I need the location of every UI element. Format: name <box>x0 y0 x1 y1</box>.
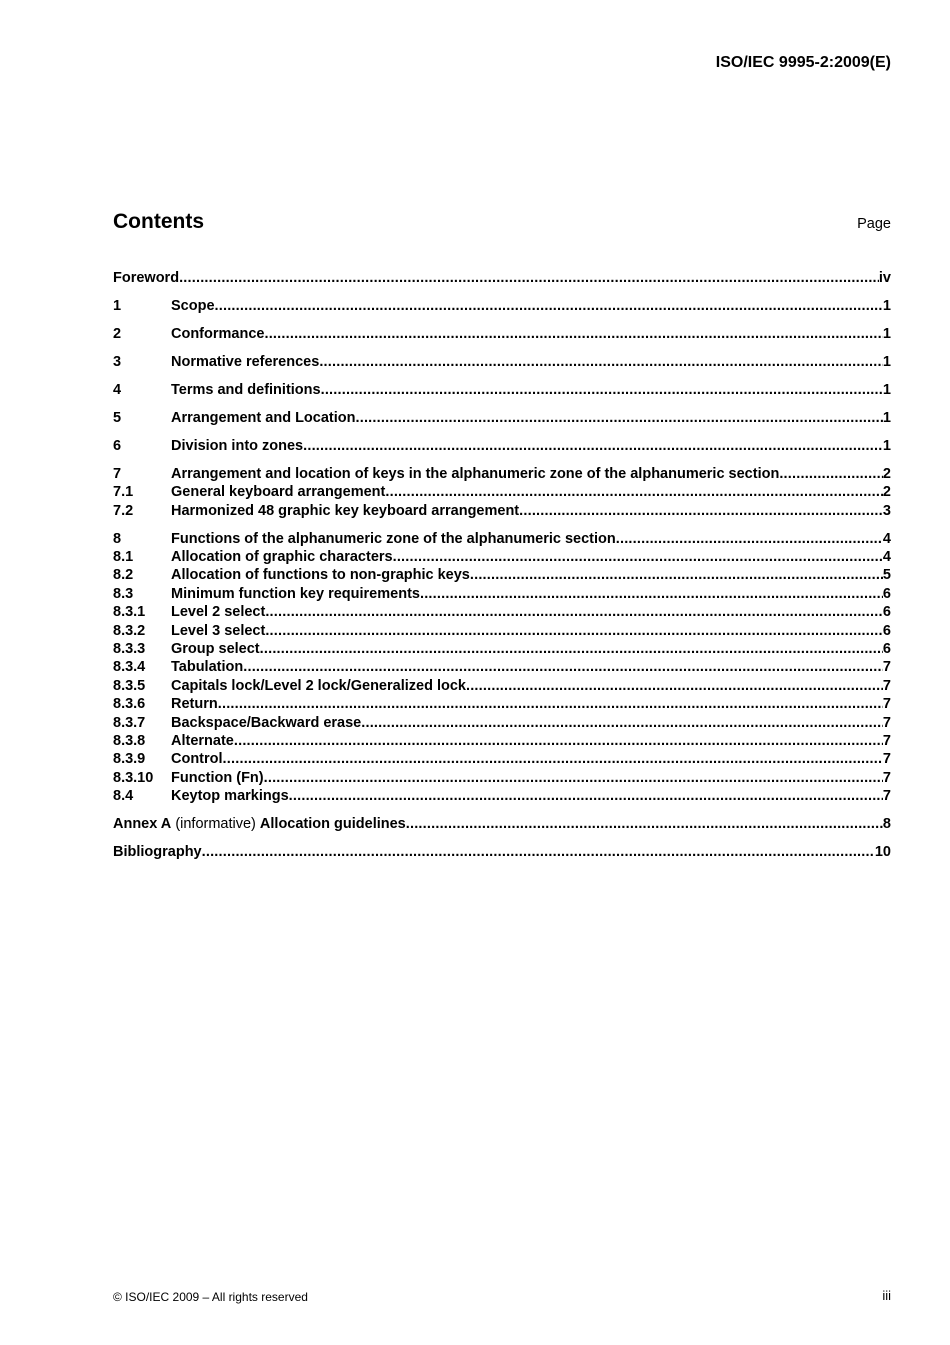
toc-dot-leader <box>215 297 883 315</box>
toc-entry[interactable] <box>113 714 891 732</box>
toc-entry-page: 1 <box>882 437 891 454</box>
toc-entry-title <box>171 297 215 315</box>
toc-entry-title-text: General keyboard arrangement <box>171 484 386 501</box>
toc-entry-title-text: Control <box>171 751 223 768</box>
toc-entry-page: 6 <box>882 604 891 621</box>
toc-entry-title <box>171 640 260 658</box>
toc-entry-number: 8.3.6 <box>113 696 146 713</box>
toc-entry-page: 4 <box>882 549 891 566</box>
toc-dot-leader <box>243 658 883 676</box>
toc-entry-number: 3 <box>113 353 122 370</box>
toc-entry-number: 1 <box>113 297 122 314</box>
toc-entry-number: 8.3.1 <box>113 604 146 621</box>
toc-entry[interactable] <box>113 815 891 833</box>
toc-entry-title <box>113 815 406 833</box>
toc-entry[interactable] <box>113 437 891 455</box>
toc-entry-number: 8.3.9 <box>113 751 146 768</box>
toc-entry-title-text: Group select <box>171 641 260 657</box>
toc-dot-leader <box>265 603 883 621</box>
toc-entry-title <box>171 658 243 676</box>
toc-entry-title-text: Function (Fn) <box>171 769 264 786</box>
toc-dot-leader <box>321 381 883 399</box>
toc-entry-title <box>171 787 289 805</box>
toc-entry-page: 3 <box>882 502 891 519</box>
toc-entry-number: 8.3.10 <box>113 769 154 786</box>
toc-entry-title <box>171 750 223 768</box>
toc-entry-page: 6 <box>882 585 891 602</box>
toc-entry[interactable] <box>113 353 891 371</box>
toc-entry-page: 8 <box>882 816 891 833</box>
toc-entry[interactable] <box>113 603 891 621</box>
toc-entry-title <box>171 695 218 713</box>
toc-entry[interactable] <box>113 502 891 520</box>
toc-entry-title-text: Scope <box>171 297 215 314</box>
toc-entry-page: 7 <box>882 696 891 713</box>
toc-entry-title <box>171 585 420 603</box>
toc-entry-title <box>171 483 385 501</box>
toc-entry-title-text: Capitals lock/Level 2 lock/Generalized lock <box>171 677 466 694</box>
toc-entry-page: 1 <box>882 353 891 370</box>
toc-entry-number: 8.3.4 <box>113 659 146 676</box>
toc-entry-title-text: Level 3 select <box>171 622 266 639</box>
toc-entry-title <box>171 732 234 750</box>
toc-entry-page: 2 <box>882 465 891 482</box>
toc-dot-leader <box>616 530 883 548</box>
toc-entry-number: 8.4 <box>113 788 134 805</box>
toc-entry-title-text: Harmonized 48 graphic key keyboard arrangement <box>171 502 520 519</box>
toc-entry[interactable] <box>113 732 891 750</box>
contents-heading-row <box>113 210 891 234</box>
toc-entry-title <box>171 677 466 695</box>
bibliography-title: Bibliography <box>113 844 202 861</box>
toc-entry-title-text: Terms and definitions <box>171 381 321 398</box>
toc-dot-leader <box>223 750 883 768</box>
toc-entry[interactable] <box>113 566 891 584</box>
toc-entry[interactable] <box>113 269 891 287</box>
toc-entry-page: 7 <box>882 714 891 731</box>
toc-entry[interactable] <box>113 750 891 768</box>
toc-entry-title <box>171 566 470 584</box>
toc-entry-number: 5 <box>113 409 122 426</box>
annex-qualifier: (informative) <box>175 816 256 833</box>
toc-entry-title-text: Alternate <box>171 732 234 749</box>
toc-entry-page: 2 <box>882 484 891 501</box>
toc-entry-title-text: Normative references <box>171 353 320 370</box>
toc-entry-page: 6 <box>882 641 891 657</box>
toc-entry-page: 4 <box>882 530 891 547</box>
toc-entry-number: 2 <box>113 325 122 342</box>
toc-entry-page: 7 <box>882 732 891 749</box>
toc-entry-title <box>171 603 265 621</box>
toc-entry-page: 1 <box>882 409 891 426</box>
toc-entry-title <box>171 502 519 520</box>
annex-title: Allocation guidelines <box>259 816 406 833</box>
toc-entry-title <box>171 622 265 640</box>
toc-entry[interactable] <box>113 622 891 640</box>
toc-dot-leader <box>303 437 883 455</box>
toc-entry-title-text: Allocation of graphic characters <box>171 549 393 566</box>
toc-dot-leader <box>406 815 883 833</box>
toc-entry-number: 6 <box>113 437 122 454</box>
toc-entry-title-text: Level 2 select <box>171 604 266 621</box>
toc-entry-number: 7.1 <box>113 484 134 501</box>
toc-dot-leader <box>289 787 883 805</box>
toc-entry-number: 4 <box>113 381 122 398</box>
toc-entry-number: 8.3.3 <box>113 641 146 657</box>
toc-entry[interactable] <box>113 658 891 676</box>
toc-entry-title <box>113 269 179 287</box>
toc-entry-title-text: Allocation of functions to non-graphic keys <box>171 567 470 584</box>
toc-entry-title-text: Minimum function key requirements <box>171 585 420 602</box>
annex-label: Annex A <box>113 816 172 833</box>
toc-entry-title-text: Backspace/Backward erase <box>171 714 362 731</box>
toc-entry[interactable] <box>113 640 891 658</box>
toc-dot-leader <box>265 622 883 640</box>
contents-title: Contents <box>113 210 204 233</box>
toc-entry-title <box>171 381 321 399</box>
toc-dot-leader <box>519 502 883 520</box>
toc-entry-title <box>171 714 361 732</box>
toc-entry-title <box>171 409 356 427</box>
toc-dot-leader <box>356 409 883 427</box>
toc-entry-page: 1 <box>882 381 891 398</box>
toc-dot-leader <box>202 843 875 861</box>
toc-entry-number: 8.3.5 <box>113 677 146 694</box>
copyright-footer: © ISO/IEC 2009 – All rights reserved <box>113 1290 308 1304</box>
toc-entry-number: 8.2 <box>113 567 134 584</box>
toc-dot-leader <box>218 695 883 713</box>
toc-dot-leader <box>385 483 883 501</box>
toc-entry-number: 8 <box>113 530 122 547</box>
toc-entry-number: 8.3 <box>113 585 134 602</box>
toc-entry-title <box>171 437 303 455</box>
toc-dot-leader <box>361 714 883 732</box>
toc-entry-title-text: Tabulation <box>171 659 244 676</box>
toc-entry-number: 8.3.2 <box>113 622 146 639</box>
toc-entry[interactable] <box>113 297 891 315</box>
table-of-contents <box>113 269 891 861</box>
toc-entry-number: 8.1 <box>113 549 134 566</box>
toc-entry[interactable] <box>113 548 891 566</box>
toc-entry-page: iv <box>878 270 891 286</box>
page-column-label: Page <box>857 216 891 232</box>
toc-entry-title-text: Arrangement and location of keys in the alphanumeric zone of the alphanumeric section <box>171 465 780 482</box>
toc-entry-title-text: Arrangement and Location <box>171 409 356 426</box>
toc-entry-title <box>171 769 264 787</box>
toc-entry-page: 7 <box>882 769 891 786</box>
toc-entry[interactable] <box>113 585 891 603</box>
toc-entry-title-text: Foreword <box>113 270 180 286</box>
toc-entry-page: 1 <box>882 297 891 314</box>
toc-entry-page: 7 <box>882 659 891 676</box>
toc-dot-leader <box>470 566 883 584</box>
toc-entry-title-text: Return <box>171 696 218 713</box>
toc-entry-title <box>171 325 264 343</box>
toc-entry[interactable] <box>113 409 891 427</box>
toc-entry-number: 8.3.7 <box>113 714 146 731</box>
toc-entry-title <box>171 465 779 483</box>
toc-entry-number: 7 <box>113 465 122 482</box>
toc-entry-number: 8.3.8 <box>113 732 146 749</box>
toc-entry-page: 10 <box>874 844 891 861</box>
toc-dot-leader <box>264 325 882 343</box>
toc-dot-leader <box>260 640 883 658</box>
toc-dot-leader <box>466 677 883 695</box>
toc-entry[interactable] <box>113 769 891 787</box>
toc-dot-leader <box>234 732 883 750</box>
toc-dot-leader <box>779 465 883 483</box>
toc-entry[interactable] <box>113 843 891 861</box>
toc-entry-title-text: Keytop markings <box>171 788 289 805</box>
toc-entry-title <box>171 353 319 371</box>
toc-entry-title-text: Functions of the alphanumeric zone of the alphanumeric section <box>171 530 616 547</box>
toc-entry-title <box>171 530 616 548</box>
toc-entry[interactable] <box>113 677 891 695</box>
toc-dot-leader <box>420 585 883 603</box>
toc-entry[interactable] <box>113 325 891 343</box>
toc-entry-page: 7 <box>882 677 891 694</box>
toc-dot-leader <box>179 269 879 287</box>
page-number-footer: iii <box>882 1288 891 1303</box>
toc-entry[interactable] <box>113 695 891 713</box>
toc-entry[interactable] <box>113 381 891 399</box>
toc-dot-leader <box>319 353 883 371</box>
toc-entry-page: 1 <box>882 325 891 342</box>
toc-entry-page: 7 <box>882 788 891 805</box>
toc-entry[interactable] <box>113 483 891 501</box>
toc-entry-title-text: Conformance <box>171 325 265 342</box>
toc-entry-title <box>171 548 393 566</box>
toc-entry-number: 7.2 <box>113 502 134 519</box>
toc-entry[interactable] <box>113 787 891 805</box>
toc-dot-leader <box>393 548 883 566</box>
toc-dot-leader <box>264 769 883 787</box>
toc-entry[interactable] <box>113 530 891 548</box>
toc-entry-page: 5 <box>882 567 891 584</box>
toc-entry[interactable] <box>113 465 891 483</box>
document-id-header: ISO/IEC 9995-2:2009(E) <box>715 54 891 71</box>
toc-entry-title-text: Division into zones <box>171 437 304 454</box>
toc-entry-page: 6 <box>882 622 891 639</box>
toc-entry-page: 7 <box>882 751 891 768</box>
toc-entry-title <box>113 843 202 861</box>
